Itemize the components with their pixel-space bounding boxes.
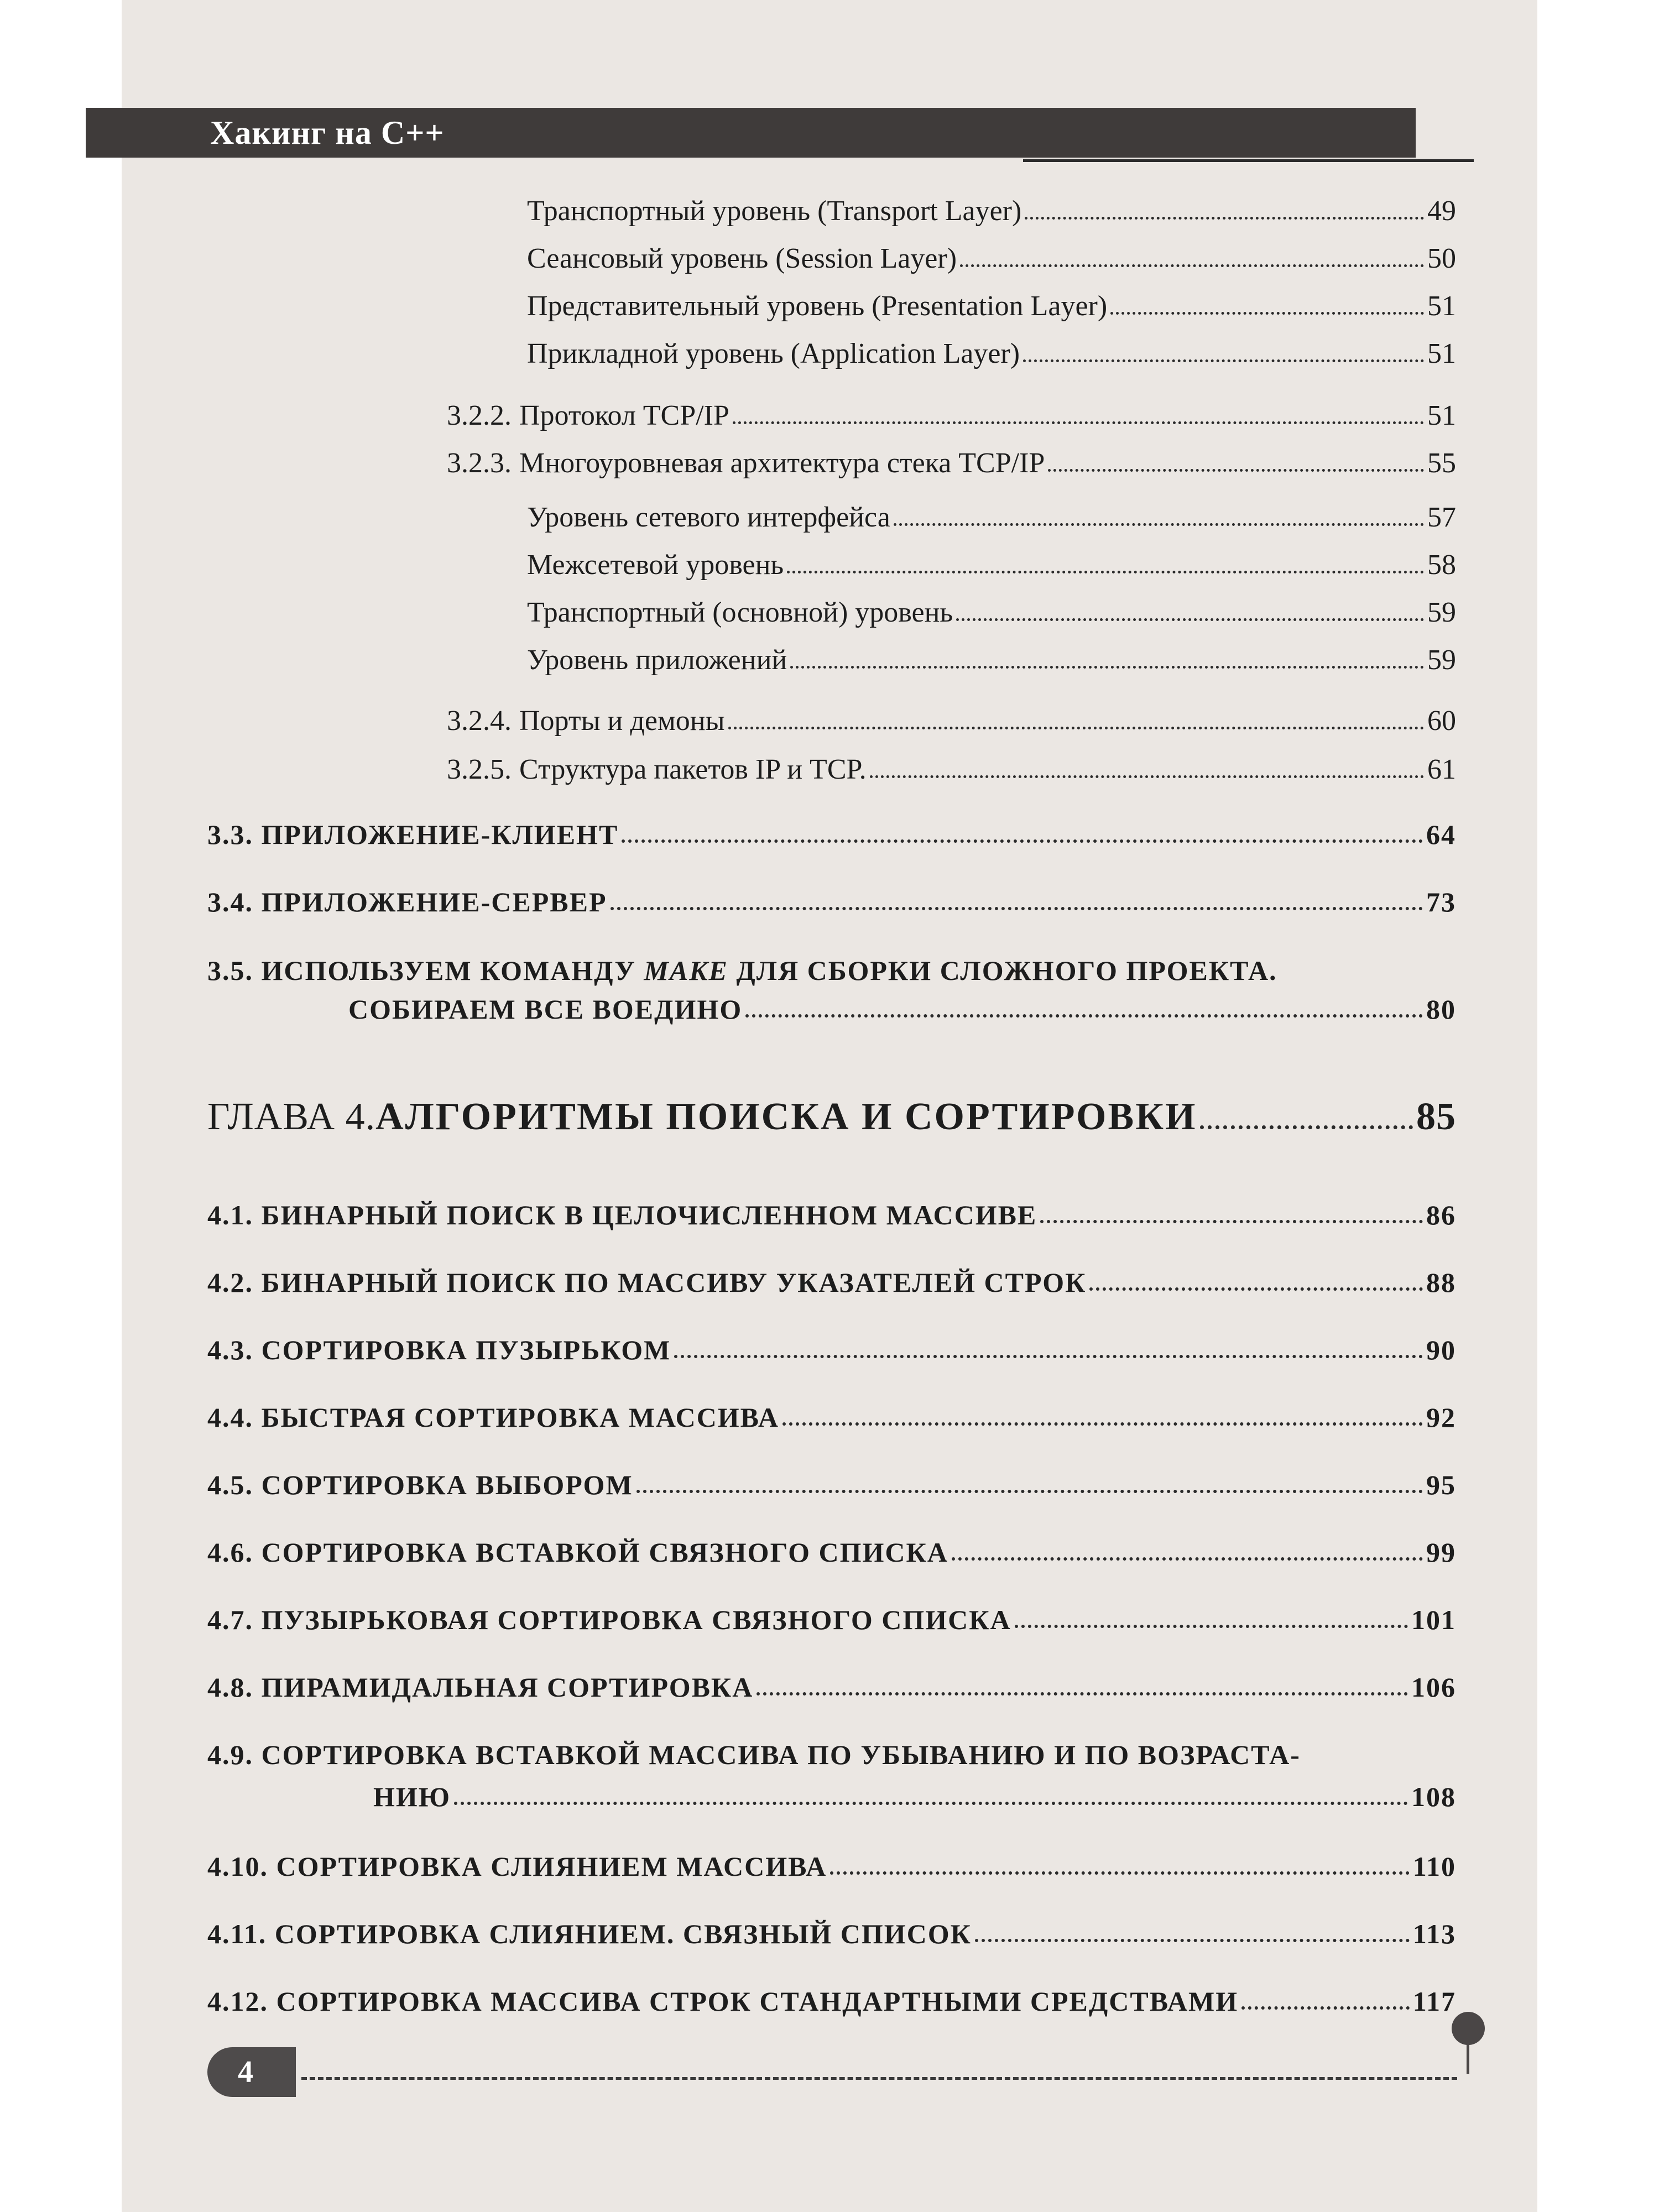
leader-dots bbox=[674, 1355, 1423, 1358]
leader-dots bbox=[1110, 312, 1424, 315]
leader-dots bbox=[1025, 217, 1424, 220]
leader-dots bbox=[960, 264, 1424, 267]
toc-numbered-entry: 3.2.4. Порты и демоны 60 bbox=[447, 705, 1456, 737]
toc-subentry: Представительный уровень (Presentation Layer) 51 bbox=[527, 290, 1456, 322]
toc-numbered-entry: 3.2.2. Протокол TCP/IP 51 bbox=[447, 400, 1456, 431]
toc-section-entry: 3.3. ПРИЛОЖЕНИЕ-КЛИЕНТ 64 bbox=[207, 819, 1456, 850]
footer-dashed-rule bbox=[301, 2077, 1457, 2080]
toc-section-entry: 4.10. СОРТИРОВКА СЛИЯНИЕМ МАССИВА 110 bbox=[207, 1851, 1456, 1882]
toc-subentry: Уровень приложений 59 bbox=[527, 644, 1456, 676]
toc-subentry: Транспортный уровень (Transport Layer) 49 bbox=[527, 195, 1456, 227]
leader-dots bbox=[952, 1557, 1423, 1561]
toc-subentry: Сеансовый уровень (Session Layer) 50 bbox=[527, 243, 1456, 274]
toc-section-entry: 4.8. ПИРАМИДАЛЬНАЯ СОРТИРОВКА 106 bbox=[207, 1672, 1456, 1703]
leader-dots bbox=[1089, 1287, 1423, 1291]
leader-dots bbox=[611, 907, 1423, 910]
toc-numbered-entry: 3.2.3. Многоуровневая архитектура стека TCP/IP 55 bbox=[447, 447, 1456, 479]
toc-section-entry-line1: 4.9. СОРТИРОВКА ВСТАВКОЙ МАССИВА ПО УБЫВАНИЮ И ПО ВОЗРАСТА- bbox=[207, 1739, 1301, 1770]
toc-section-entry: 4.2. БИНАРНЫЙ ПОИСК ПО МАССИВУ УКАЗАТЕЛЕЙ СТРОК 88 bbox=[207, 1267, 1456, 1298]
leader-dots bbox=[830, 1871, 1409, 1875]
pin-ornament-icon bbox=[1452, 2012, 1485, 2045]
toc-numbered-entry: 3.2.5. Структура пакетов IP и TCP. 61 bbox=[447, 754, 1456, 785]
toc-section-entry: 3.4. ПРИЛОЖЕНИЕ-СЕРВЕР 73 bbox=[207, 886, 1456, 917]
leader-dots bbox=[870, 775, 1424, 778]
leader-dots bbox=[637, 1490, 1423, 1493]
running-header-title: Хакинг на С++ bbox=[210, 114, 445, 151]
toc-section-entry: 4.3. СОРТИРОВКА ПУЗЫРЬКОМ 90 bbox=[207, 1334, 1456, 1365]
toc-section-entry: 4.11. СОРТИРОВКА СЛИЯНИЕМ. СВЯЗНЫЙ СПИСОК 113 bbox=[207, 1918, 1456, 1949]
leader-dots bbox=[757, 1692, 1408, 1695]
leader-dots bbox=[1048, 469, 1424, 472]
leader-dots bbox=[790, 666, 1424, 669]
header-rule bbox=[1023, 159, 1474, 162]
toc-subentry: Прикладной уровень (Application Layer) 51 bbox=[527, 338, 1456, 369]
toc-section-entry: 4.5. СОРТИРОВКА ВЫБОРОМ 95 bbox=[207, 1469, 1456, 1500]
toc-section-entry: 4.7. ПУЗЫРЬКОВАЯ СОРТИРОВКА СВЯЗНОГО СПИСКА 101 bbox=[207, 1604, 1456, 1635]
leader-dots bbox=[1200, 1125, 1413, 1129]
leader-dots bbox=[454, 1802, 1408, 1805]
leader-dots bbox=[956, 618, 1424, 621]
toc-section-entry: 4.4. БЫСТРАЯ СОРТИРОВКА МАССИВА 92 bbox=[207, 1402, 1456, 1433]
leader-dots bbox=[733, 421, 1424, 424]
toc-section-entry: 4.12. СОРТИРОВКА МАССИВА СТРОК СТАНДАРТНЫМИ СРЕДСТВАМИ 117 bbox=[207, 1986, 1456, 2017]
leader-dots bbox=[1241, 2006, 1410, 2010]
leader-dots bbox=[728, 727, 1424, 729]
leader-dots bbox=[622, 839, 1423, 843]
page-number: 4 bbox=[238, 2055, 253, 2089]
leader-dots bbox=[782, 1422, 1423, 1426]
toc-section-entry: 4.6. СОРТИРОВКА ВСТАВКОЙ СВЯЗНОГО СПИСКА 99 bbox=[207, 1537, 1456, 1568]
leader-dots bbox=[1023, 359, 1424, 362]
toc-section-entry-line2: НИЮ 108 bbox=[373, 1781, 1456, 1812]
leader-dots bbox=[1015, 1625, 1408, 1628]
leader-dots bbox=[745, 1014, 1423, 1018]
leader-dots bbox=[787, 571, 1424, 573]
toc-section-entry-line2: СОБИРАЕМ ВСЕ ВОЕДИНО 80 bbox=[348, 994, 1456, 1025]
leader-dots bbox=[894, 523, 1424, 526]
toc-section-entry-line1: 3.5. ИСПОЛЬЗУЕМ КОМАНДУ MAKE ДЛЯ СБОРКИ СЛОЖНОГО ПРОЕКТА. bbox=[207, 955, 1277, 986]
leader-dots bbox=[1040, 1220, 1423, 1223]
toc-subentry: Уровень сетевого интерфейса 57 bbox=[527, 502, 1456, 533]
toc-chapter-entry: ГЛАВА 4. АЛГОРИТМЫ ПОИСКА И СОРТИРОВКИ 85 bbox=[207, 1095, 1456, 1138]
leader-dots bbox=[975, 1939, 1410, 1942]
toc-subentry: Межсетевой уровень 58 bbox=[527, 549, 1456, 581]
toc-section-entry: 4.1. БИНАРНЫЙ ПОИСК В ЦЕЛОЧИСЛЕННОМ МАССИВЕ 86 bbox=[207, 1199, 1456, 1230]
toc-subentry: Транспортный (основной) уровень 59 bbox=[527, 597, 1456, 628]
